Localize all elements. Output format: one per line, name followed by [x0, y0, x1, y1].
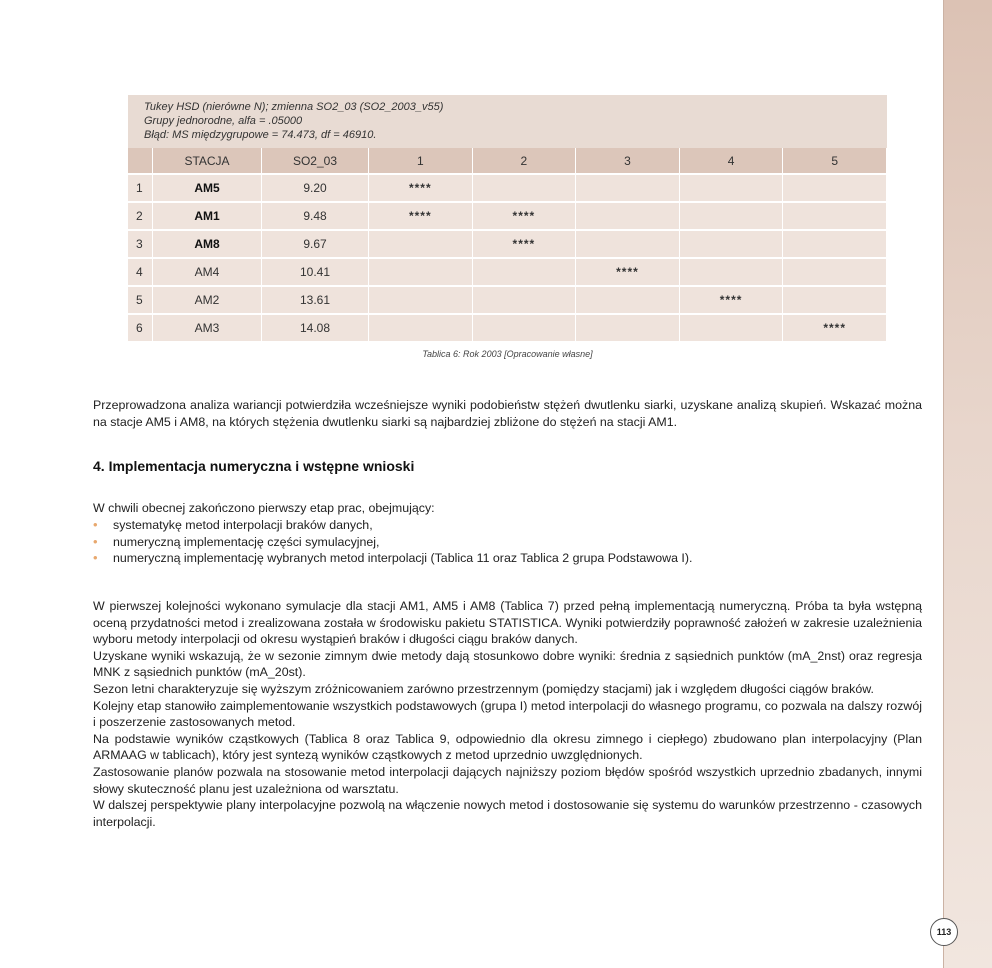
group-cell-3 — [576, 314, 680, 341]
group-cell-1 — [369, 230, 473, 258]
station-name: AM3 — [153, 314, 262, 341]
group-cell-2 — [472, 174, 576, 202]
col-header-2: 2 — [472, 148, 576, 174]
station-name: AM4 — [153, 258, 262, 286]
col-header-idx — [128, 148, 153, 174]
paragraph-2: Uzyskane wyniki wskazują, że w sezonie zimnym dwie metody dają stosunkowo dobre wyniki: średnia z sąsiednich punktów (mA_2nst) oraz regresja MNK z sąsiednich punktów (mA_20st). — [93, 648, 922, 680]
group-cell-5 — [783, 286, 887, 314]
group-cell-4 — [679, 174, 783, 202]
group-cell-1: **** — [369, 202, 473, 230]
so2-value: 9.67 — [262, 230, 369, 258]
side-band — [943, 0, 992, 968]
section-heading: 4. Implementacja numeryczna i wstępne wnioski — [93, 458, 415, 474]
group-cell-2 — [472, 286, 576, 314]
paragraph-7: W dalszej perspektywie plany interpolacyjne pozwolą na włączenie nowych metod i dostosowanie się systemu do warunków przestrzenno - czasowych interpolacji. — [93, 798, 922, 829]
group-cell-2: **** — [472, 230, 576, 258]
paragraph-4: Kolejny etap stanowiło zaimplementowanie wszystkich podstawowych (grupa I) metod interpolacji do własnego programu, co pozwala na dalszy rozwój i poszerzenie zastosowanych metod. — [93, 698, 922, 730]
row-index: 1 — [128, 174, 153, 202]
list-item: • numeryczną implementację wybranych metod interpolacji (Tablica 11 oraz Tablica 2 grupa Podstawowa I). — [93, 550, 692, 567]
group-cell-1 — [369, 314, 473, 341]
group-cell-1 — [369, 286, 473, 314]
group-cell-4 — [679, 314, 783, 341]
row-index: 3 — [128, 230, 153, 258]
paragraph-anova: Przeprowadzona analiza wariancji potwierdziła wcześniejsze wyniki podobieństw stężeń dwutlenku siarki, uzyskane analizą skupień. Wskazać można na stacje AM5 i AM8, na których stężenia dwutlenku siarki są najbardziej zbliżone do stężeń na stacji AM1. — [93, 398, 922, 429]
group-cell-5: **** — [783, 314, 887, 341]
so2-value: 9.20 — [262, 174, 369, 202]
group-cell-1 — [369, 258, 473, 286]
col-header-so2: SO2_03 — [262, 148, 369, 174]
list-item: • systematykę metod interpolacji braków danych, — [93, 517, 692, 534]
group-cell-3 — [576, 230, 680, 258]
group-cell-3 — [576, 174, 680, 202]
table-header — [128, 95, 887, 148]
results-table — [128, 148, 887, 341]
paragraph-1: W pierwszej kolejności wykonano symulacje dla stacji AM1, AM5 i AM8 (Tablica 7) przed pełną implementacją numeryczną. Próba ta była wstępną oceną przydatności metod i zrealizowana została w środowisku pakietu STATISTICA. Wyniki potwierdziły poprawność założeń w zakresie uzależnienia wyboru metody interpolacji od okresu wystąpień braków i długości ciągu braków danych. — [93, 599, 922, 647]
row-index: 5 — [128, 286, 153, 314]
group-cell-4: **** — [679, 286, 783, 314]
row-index: 4 — [128, 258, 153, 286]
group-cell-5 — [783, 202, 887, 230]
group-cell-4 — [679, 202, 783, 230]
station-name: AM1 — [153, 202, 262, 230]
group-cell-5 — [783, 174, 887, 202]
station-name: AM2 — [153, 286, 262, 314]
page-number: 113 — [930, 918, 958, 946]
table-header-line-2: Grupy jednorodne, alfa = .05000 — [144, 115, 303, 127]
group-cell-3 — [576, 202, 680, 230]
group-cell-2 — [472, 314, 576, 341]
station-name: AM8 — [153, 230, 262, 258]
row-index: 6 — [128, 314, 153, 341]
so2-value: 14.08 — [262, 314, 369, 341]
group-cell-2 — [472, 258, 576, 286]
so2-value: 9.48 — [262, 202, 369, 230]
paragraph-3: Sezon letni charakteryzuje się wyższym zróżnicowaniem zarówno przestrzennym (pomiędzy stacjami) jak i względem długości ciągów braków. — [93, 681, 874, 696]
so2-value: 13.61 — [262, 286, 369, 314]
group-cell-5 — [783, 258, 887, 286]
tukey-table — [128, 95, 887, 341]
group-cell-3: **** — [576, 258, 680, 286]
intro-text: W chwili obecnej zakończono pierwszy etap prac, obejmujący: — [93, 501, 435, 515]
table-row — [128, 286, 887, 314]
paragraph-6: Zastosowanie planów pozwala na stosowanie metod interpolacji dających najniższy poziom błędów spośród wszystkich uprzednio zbadanych, innymi słowy skuteczność planu jest uzależniona od warsztatu. — [93, 764, 922, 796]
col-header-4: 4 — [679, 148, 783, 174]
bullet-list — [93, 517, 692, 567]
station-name: AM5 — [153, 174, 262, 202]
col-header-1: 1 — [369, 148, 473, 174]
group-cell-1: **** — [369, 174, 473, 202]
table-header-line-1: Tukey HSD (nierówne N); zmienna SO2_03 (SO2_2003_v55) — [144, 101, 444, 113]
so2-value: 10.41 — [262, 258, 369, 286]
row-index: 2 — [128, 202, 153, 230]
paragraph-block — [93, 598, 922, 830]
table-row — [128, 258, 887, 286]
group-cell-4 — [679, 230, 783, 258]
group-cell-4 — [679, 258, 783, 286]
col-header-stacja: STACJA — [153, 148, 262, 174]
group-cell-3 — [576, 286, 680, 314]
paragraph-5: Na podstawie wyników cząstkowych (Tablica 8 oraz Tablica 9, odpowiednio dla okresu zimnego i ciepłego) zbudowano plan interpolacyjny (Plan ARMAAG w tablicach), który jest syntezą wyników cząstkowych z metod uprzednio uwzględnionych. — [93, 731, 922, 763]
table-header-line-3: Błąd: MS międzygrupowe = 74.473, df = 46910. — [144, 129, 377, 141]
list-item: • numeryczną implementację części symulacyjnej, — [93, 534, 692, 551]
col-header-5: 5 — [783, 148, 887, 174]
group-cell-5 — [783, 230, 887, 258]
table-row — [128, 174, 887, 202]
table-row — [128, 202, 887, 230]
table-caption: Tablica 6: Rok 2003 [Opracowanie własne] — [422, 349, 593, 359]
group-cell-2: **** — [472, 202, 576, 230]
table-row — [128, 230, 887, 258]
table-row — [128, 314, 887, 341]
col-header-3: 3 — [576, 148, 680, 174]
